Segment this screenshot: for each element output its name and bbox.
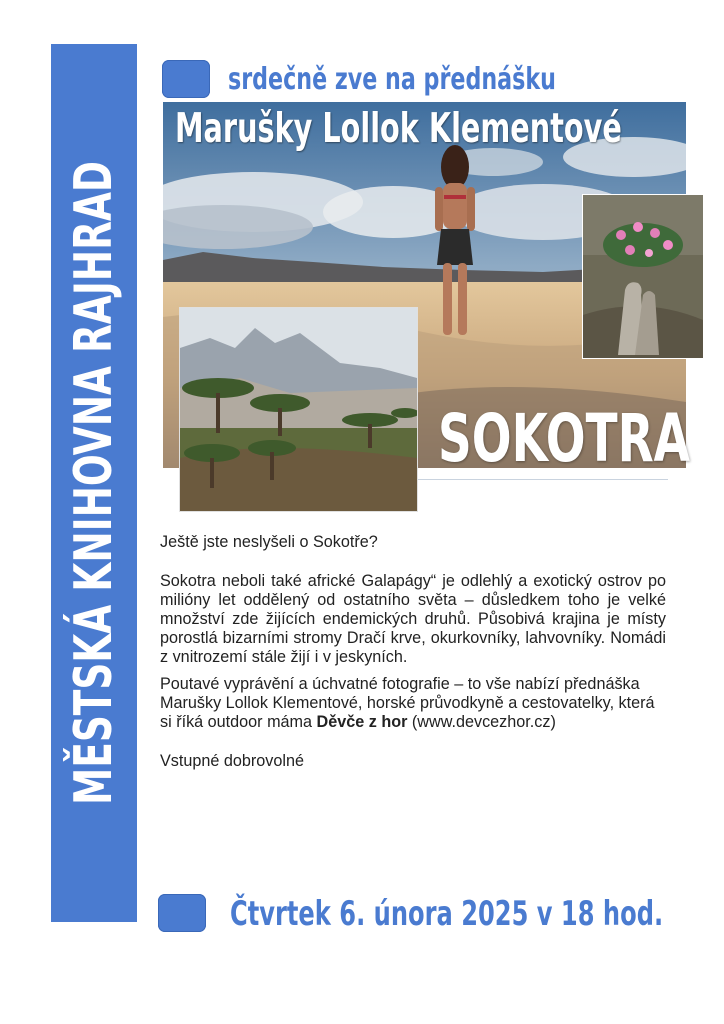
divider xyxy=(418,479,668,480)
entry-fee: Vstupné dobrovolné xyxy=(160,752,304,770)
photo-dragon-trees xyxy=(180,308,417,511)
decorative-square-top xyxy=(162,60,210,98)
library-name: MĚSTSKÁ KNIHOVNA RAJHRAD xyxy=(64,160,124,806)
invitation-text: srdečně zve na přednášku xyxy=(228,62,556,97)
speaker-name: Marušky Lollok Klementové xyxy=(175,104,622,152)
decorative-square-bottom xyxy=(158,894,206,932)
dragon-tree-illustration xyxy=(180,308,417,511)
lecture-story xyxy=(160,675,666,732)
bottle-tree-illustration xyxy=(583,195,703,358)
story-intro: Poutavé vyprávění a úchvatné fotografie – to vše nabízí přednáška Marušky Lollok Klementové, horské průvodkyně a cestovatelky, která si říká outdoor máma xyxy=(160,675,655,731)
brand-name: Děvče z hor xyxy=(316,713,408,731)
library-banner xyxy=(51,44,137,922)
event-datetime: Čtvrtek 6. února 2025 v 18 hod. xyxy=(230,894,664,934)
photo-bottle-tree xyxy=(583,195,703,358)
island-description: Sokotra neboli také africké Galapágy“ je odlehlý a exotický ostrov po milióny let oddělený od ostatního světa – důsledkem toho je velké množství zde žijících endemických druhů. Působivá krajina je místy porostlá bizarními stromy Dračí krve, okurkovníky, lahvovníky. Nomádi z vnitrozemí stále žijí i v jeskyních. xyxy=(160,572,666,666)
lecture-description xyxy=(160,533,666,771)
website-text: (www.devcezhor.cz) xyxy=(411,713,556,731)
destination-title: SOKOTRA xyxy=(438,400,690,477)
intro-question: Ještě jste neslyšeli o Sokotře? xyxy=(160,533,378,551)
